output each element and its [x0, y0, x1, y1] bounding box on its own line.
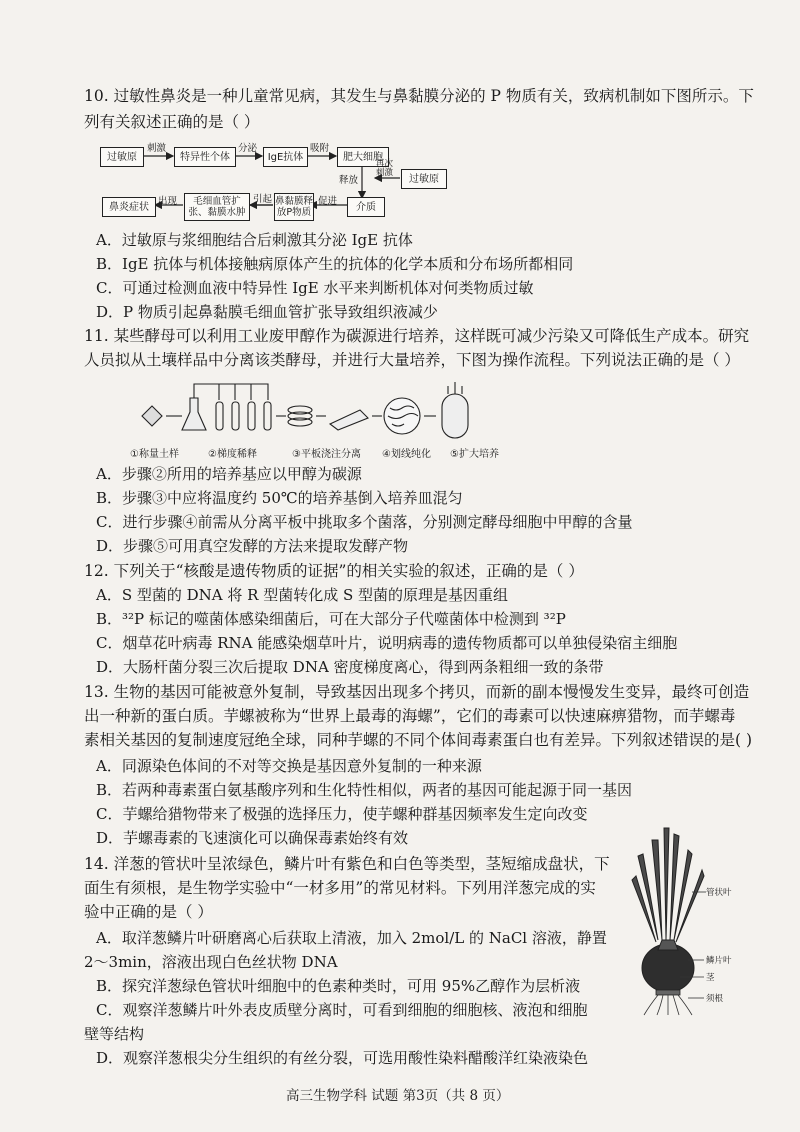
q12-option-b: B．³²P 标记的噬菌体感染细菌后，可在大部分子代噬菌体中检测到 ³²P [96, 610, 566, 628]
q10-stem-line2: 列有关叙述正确的是（ ） [84, 113, 260, 131]
q10-option-c: C．可通过检测血液中特异性 IgE 水平来判断机体对何类物质过敏 [96, 279, 534, 297]
onion-label-stem: 茎 [706, 973, 715, 983]
q10-mechanism-diagram [0, 0, 800, 240]
box-specific-individual: 特异性个体 [174, 147, 236, 167]
box-allergen-again: 过敏原 [401, 169, 447, 189]
q14-stem-line2: 面生有须根，是生物学实验中“一材多用”的常见材料。下列用洋葱完成的实 [84, 879, 596, 897]
box-ige: IgE抗体 [263, 147, 308, 167]
q11-option-a: A．步骤②所用的培养基应以甲醇为碳源 [96, 465, 362, 483]
q11-stem-line2: 人员拟从土壤样品中分离该类酵母，并进行大量培养，下图为操作流程。下列说法正确的是（ ） [84, 351, 740, 369]
q14-stem-line1: 14. 洋葱的管状叶呈浓绿色，鳞片叶有紫色和白色等类型，茎短缩成盘状，下 [84, 855, 610, 873]
step-1-label: ①称量土样 [130, 449, 179, 460]
step-4-label: ④划线纯化 [382, 449, 431, 460]
q10-option-a: A．过敏原与浆细胞结合后刺激其分泌 IgE 抗体 [96, 231, 413, 249]
q13-option-a: A．同源染色体间的不对等交换是基因意外复制的一种来源 [96, 757, 482, 775]
q10-stem-line1: 10. 过敏性鼻炎是一种儿童常见病，其发生与鼻黏膜分泌的 P 物质有关，致病机制如下图所示。下 [84, 87, 754, 105]
page-footer: 高三生物学科 试题 第3页（共 8 页） [286, 1088, 510, 1104]
q14-option-d: D．观察洋葱根尖分生组织的有丝分裂，可选用酸性染料醋酸洋红染液染色 [96, 1049, 589, 1067]
q11-option-d: D．步骤⑤可用真空发酵的方法来提取发酵产物 [96, 537, 409, 555]
q12-option-c: C．烟草花叶病毒 RNA 能感染烟草叶片，说明病毒的遗传物质都可以单独侵染宿主细胞 [96, 634, 678, 652]
onion-label-leaf: 管状叶 [706, 888, 732, 898]
step-2-label: ②梯度稀释 [208, 449, 257, 460]
q14-stem-line3: 验中正确的是（ ） [84, 903, 213, 921]
q14-option-c-line1: C．观察洋葱鳞片叶外表皮质壁分离时，可看到细胞的细胞核、液泡和细胞 [96, 1001, 588, 1019]
q11-option-b: B．步骤③中应将温度约 50℃的培养基倒入培养皿混匀 [96, 489, 463, 507]
q11-procedure-illustration [120, 372, 500, 444]
q14-option-a-line2: 2～3min，溶液出现白色丝状物 DNA [84, 953, 338, 971]
q13-option-b: B．若两种毒素蛋白氨基酸序列和生化特性相似，两者的基因可能起源于同一基因 [96, 781, 633, 799]
q13-stem-line3: 素相关基因的复制速度冠绝全球，同种芋螺的不同个体间毒素蛋白也有差异。下列叙述错误的是( ) [84, 731, 753, 749]
box-mucosa-p: 鼻黏膜释放P物质 [274, 193, 314, 221]
q13-option-c: C．芋螺给猎物带来了极强的选择压力，使芋螺种群基因频率发生定向改变 [96, 805, 588, 823]
box-capillary: 毛细血管扩张、黏膜水肿 [184, 193, 250, 221]
label-cause: 引起 [253, 194, 273, 205]
onion-label-root: 须根 [706, 994, 724, 1004]
box-mast-cell: 肥大细胞 [337, 147, 389, 167]
onion-label-scale: 鳞片叶 [706, 956, 732, 966]
label-release: 释放 [339, 175, 359, 186]
onion-illustration [618, 820, 728, 1020]
q10-option-b: B．IgE 抗体与机体接触病原体产生的抗体的化学本质和分布场所都相同 [96, 255, 574, 273]
q14-option-c-line2: 壁等结构 [84, 1025, 145, 1043]
q12-option-a: A．S 型菌的 DNA 将 R 型菌转化成 S 型菌的原理是基因重组 [96, 586, 509, 604]
step-3-label: ③平板浇注分离 [292, 449, 361, 460]
label-reexposure: 再次刺激 [376, 159, 394, 178]
label-adsorb: 吸附 [310, 143, 330, 154]
step-5-label: ⑤扩大培养 [450, 449, 499, 460]
q13-option-d: D．芋螺毒素的飞速演化可以确保毒素始终有效 [96, 829, 409, 847]
q13-stem-line1: 13. 生物的基因可能被意外复制，导致基因出现多个拷贝，而新的副本慢慢发生变异，最终可创造 [84, 683, 750, 701]
box-allergen: 过敏原 [100, 147, 144, 167]
label-promote: 促进 [318, 196, 338, 207]
q12-stem: 12. 下列关于“核酸是遗传物质的证据”的相关实验的叙述，正确的是（ ） [84, 562, 584, 580]
label-stimulate: 刺激 [147, 143, 167, 154]
q11-stem-line1: 11. 某些酵母可以利用工业废甲醇作为碳源进行培养，这样既可减少污染又可降低生产成本。研究 [84, 327, 750, 345]
q10-option-d: D．P 物质引起鼻黏膜毛细血管扩张导致组织液减少 [96, 303, 438, 321]
label-secrete: 分泌 [238, 143, 258, 154]
q14-option-a-line1: A．取洋葱鳞片叶研磨离心后获取上清液，加入 2mol/L 的 NaCl 溶液，静置 [96, 929, 607, 947]
box-rhinitis-symptom: 鼻炎症状 [102, 197, 156, 217]
label-appear: 出现 [158, 196, 178, 207]
box-mediator: 介质 [347, 197, 385, 217]
q11-option-c: C．进行步骤④前需从分离平板中挑取多个菌落，分别测定酵母细胞中甲醇的含量 [96, 513, 633, 531]
q12-option-d: D．大肠杆菌分裂三次后提取 DNA 密度梯度离心，得到两条粗细一致的条带 [96, 658, 604, 676]
q14-option-b: B．探究洋葱绿色管状叶细胞中的色素种类时，可用 95%乙醇作为层析液 [96, 977, 581, 995]
q13-stem-line2: 出一种新的蛋白质。芋螺被称为“世界上最毒的海螺”，它们的毒素可以快速麻痹猎物，而芋螺毒 [84, 707, 736, 725]
